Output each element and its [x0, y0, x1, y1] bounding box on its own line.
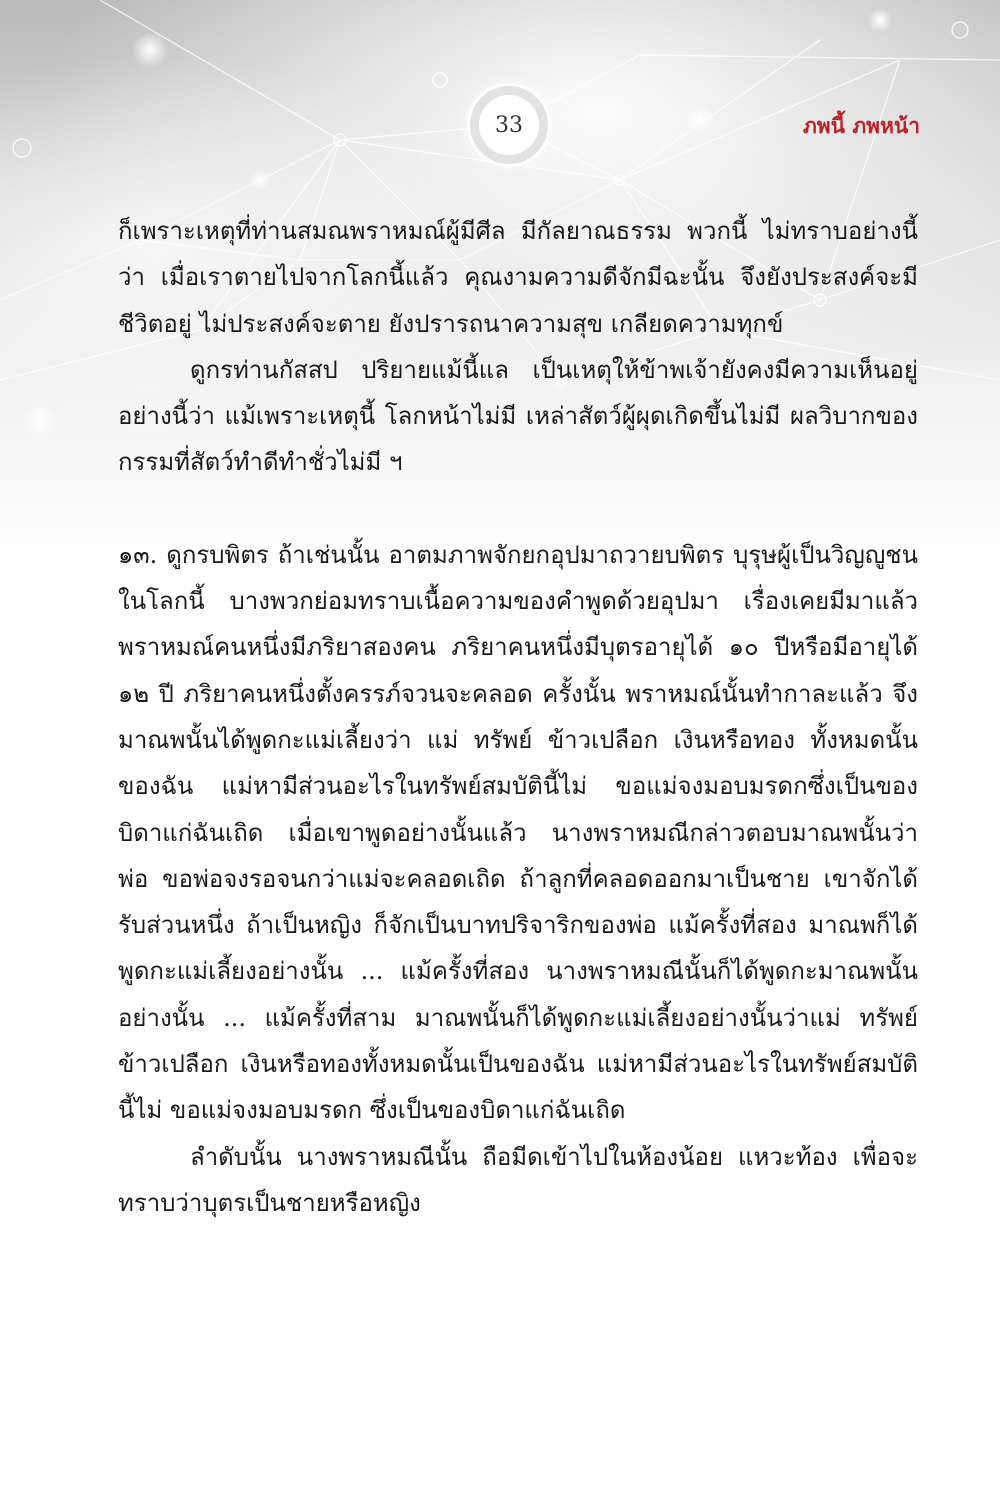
paragraph-4: ลำดับนั้น นางพราหมณีนั้น ถือมีดเข้าไปในห้องน้อย แหวะท้อง เพื่อจะทราบว่าบุตรเป็นชายหรือหญิง [118, 1142, 918, 1217]
running-title: ภพนี้ ภพหน้า [802, 113, 920, 138]
page-number-badge [470, 86, 548, 164]
paragraph-3: ๑๓. ดูกรบพิตร ถ้าเช่นนั้น อาตมภาพจักยกอุปมาถวายบพิตร บุรุษผู้เป็นวิญญูชนในโลกนี้ บางพวกย่อมทราบเนื้อความของคำพูดด้วยอุปมา เรื่องเคยมีมาแล้ว พราหมณ์คนหนึ่งมีภริยาสองคน ภริยาคนหนึ่งมีบุตรอายุได้ ๑๐ ปีหรือมีอายุได้ ๑๒ ปี ภริยาคนหนึ่งตั้งครรภ์จวนจะคลอด ครั้งนั้น พราหมณ์นั้นทำกาละแล้ว จึงมาณพนั้นได้พูดกะแม่เลี้ยงว่า แม่ ทรัพย์ ข้าวเปลือก เงินหรือทอง ทั้งหมดนั้นของฉัน แม่หามีส่วนอะไรในทรัพย์สมบัตินี้ไม่ ขอแม่จงมอบมรดกซึ่งเป็นของบิดาแก่ฉันเถิด เมื่อเขาพูดอย่างนั้นแล้ว นางพราหมณีกล่าวตอบมาณพนั้นว่า พ่อ ขอพ่อจงรอจนกว่าแม่จะคลอดเถิด ถ้าลูกที่คลอดออกมาเป็นชาย เขาจักได้รับส่วนหนึ่ง ถ้าเป็นหญิง ก็จักเป็นบาทปริจาริกของพ่อ แม้ครั้งที่สอง มาณพก็ได้พูดกะแม่เลี้ยงอย่างนั้น ... แม้ครั้งที่สอง นางพราหมณีนั้นก็ได้พูดกะมาณพนั้นอย่างนั้น ... แม้ครั้งที่สาม มาณพนั้นก็ได้พูดกะแม่เลี้ยงอย่างนั้นว่าแม่ ทรัพย์ ข้าวเปลือก เงินหรือทองทั้งหมดนั้นเป็นของฉัน แม่หามีส่วนอะไรในทรัพย์สมบัตินี้ไม่ ขอแม่จงมอบมรดก ซึ่งเป็นของบิดาแก่ฉันเถิด [118, 540, 918, 1125]
body-text [118, 208, 918, 1226]
paragraph-2: ดูกรท่านกัสสป ปริยายแม้นี้แล เป็นเหตุให้ข้าพเจ้ายังคงมีความเห็นอยู่อย่างนี้ว่า แม้เพราะเหตุนี้ โลกหน้าไม่มี เหล่าสัตว์ผู้ผุดเกิดขึ้นไม่มี ผลวิบากของกรรมที่สัตว์ทำดีทำชั่วไม่มี ฯ [118, 355, 918, 477]
paragraph-1: ก็เพราะเหตุที่ท่านสมณพราหมณ์ผู้มีศีล มีกัลยาณธรรม พวกนี้ ไม่ทราบอย่างนี้ว่า เมื่อเราตายไปจากโลกนี้แล้ว คุณงามความดีจักมีฉะนั้น จึงยังประสงค์จะมีชีวิตอยู่ ไม่ประสงค์จะตาย ยังปรารถนาความสุข เกลียดความทุกข์ [118, 217, 918, 338]
page-number: 33 [495, 112, 523, 138]
